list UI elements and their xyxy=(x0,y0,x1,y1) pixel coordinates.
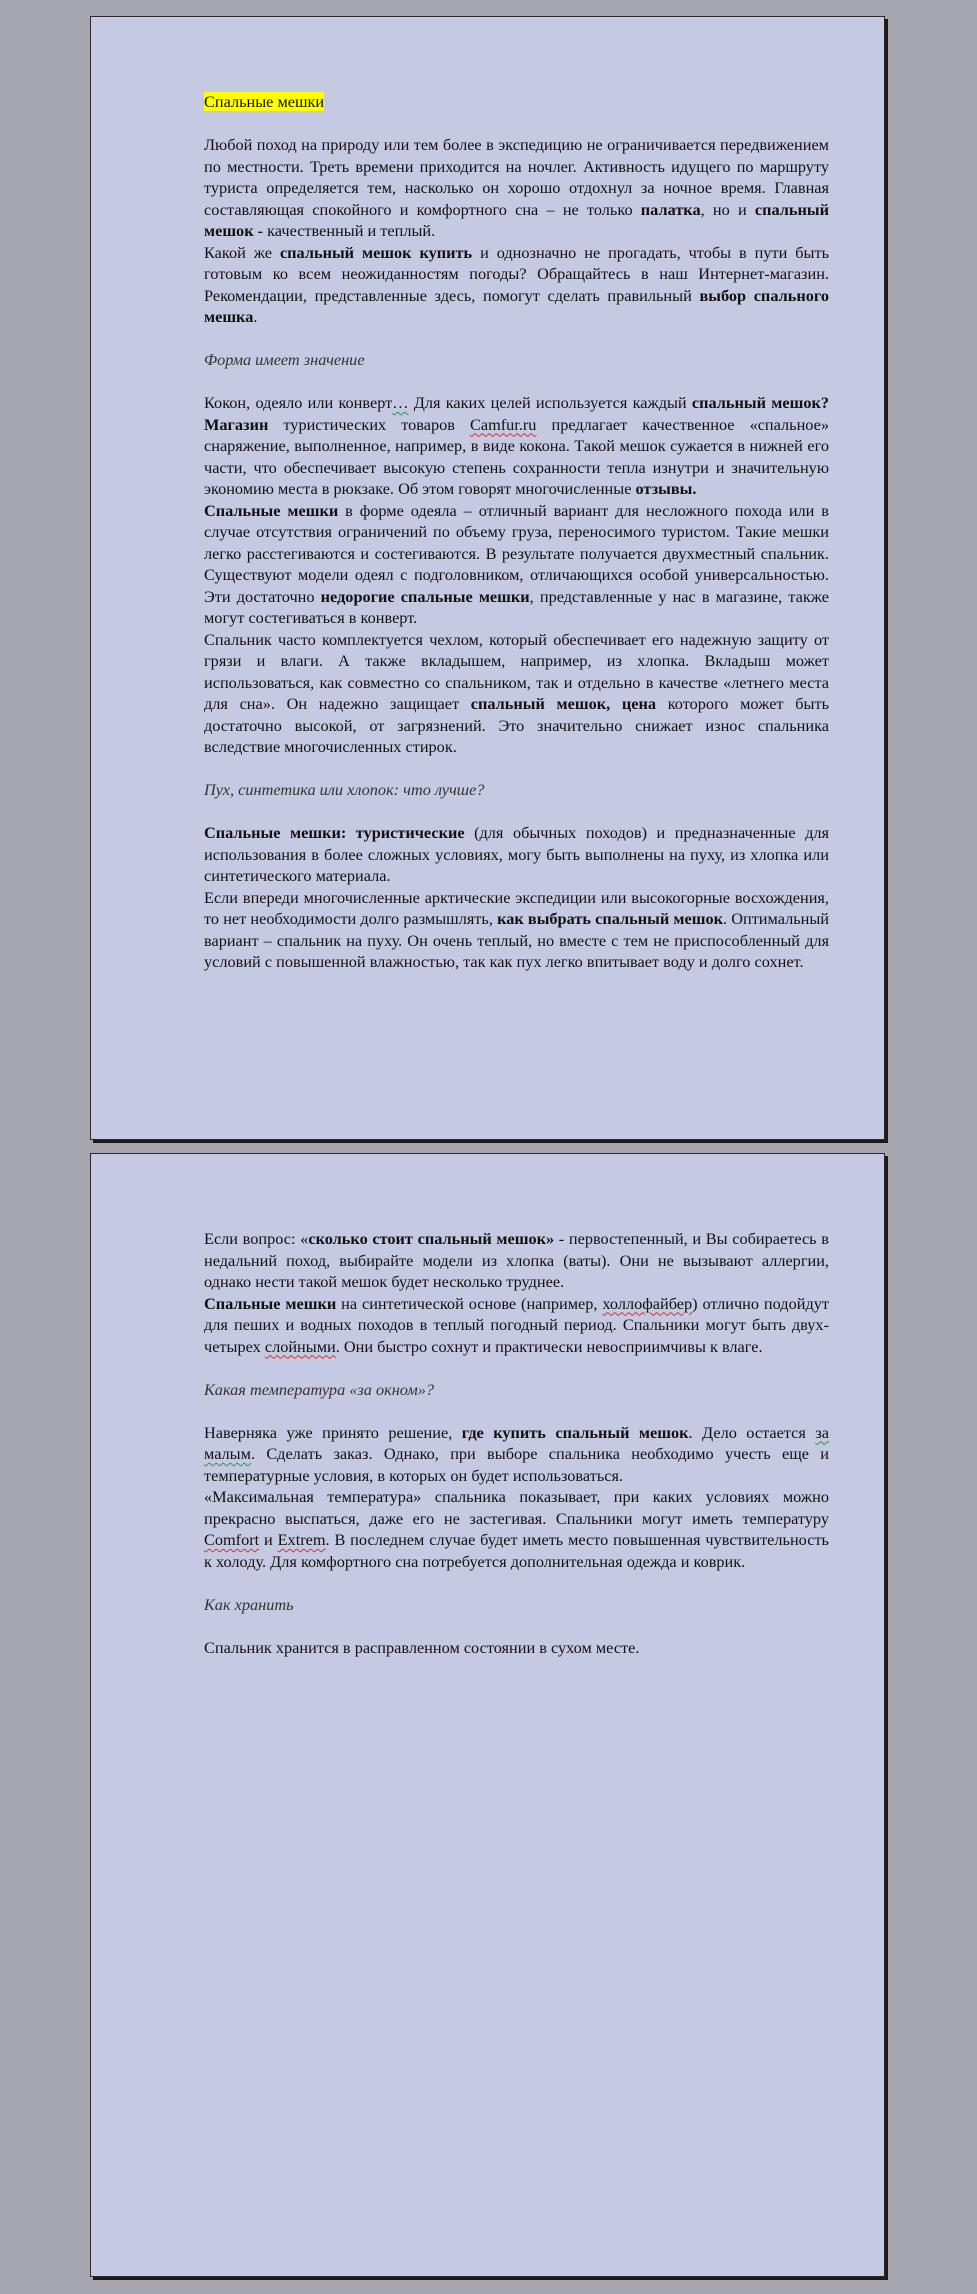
spellcheck-mark[interactable]: Comfort xyxy=(204,1530,260,1549)
paragraph: Спальные мешки: туристические (для обычных походов) и предназначенные для использования в более сложных условиях, могу быть выполнены на пуху, из хлопка или синтетического материала. xyxy=(204,823,829,885)
title-highlight: Спальные мешки xyxy=(204,92,325,111)
grammar-mark[interactable]: за малым xyxy=(204,1422,830,1463)
document-title xyxy=(204,91,829,113)
paragraph: Любой поход на природу или тем более в экспедицию не ограничивается передвижением по местности. Треть времени приходится на ночлег. Активность идущего по маршруту туриста определяется тем, насколько он хорошо отдохнул за ночное время. Главная составляющая спокойного и комфортного сна – не только палатка, но и спальный мешок - качественный и теплый. xyxy=(204,135,829,240)
paragraph: «Максимальная температура» спальника показывает, при каких условиях можно прекрасно выспаться, даже его не застегивая. Спальники могут иметь температуру Comfort и Extrem. В последнем случае будет иметь место повышенная чувствительность к холоду. Для комфортного сна потребуется дополнительная одежда и коврик. xyxy=(204,1487,829,1571)
page-1-text xyxy=(204,91,829,973)
page-2-text xyxy=(204,1228,829,1658)
spellcheck-mark[interactable]: Extrem xyxy=(277,1530,326,1549)
paragraph: Кокон, одеяло или конверт… Для каких целей используется каждый спальный мешок? Магазин туристических товаров Camfur.ru предлагает качественное «спальное» снаряжение, выполненное, например, в виде кокона. Такой мешок сужается в нижней его части, что обеспечивает высокую степень сохранности тепла изнутри и значительную экономию места в рюкзаке. Об этом говорят многочисленные отзывы. xyxy=(204,393,829,498)
section-heading: Какая температура «за окном»? xyxy=(204,1379,435,1399)
document-page-2 xyxy=(90,1153,885,2277)
spellcheck-mark[interactable]: холлофайбер xyxy=(602,1293,693,1313)
grammar-mark[interactable]: … xyxy=(392,393,409,412)
paragraph: Спальные мешки в форме одеяла – отличный вариант для несложного похода или в случае отсутствия ограничений по объему груза, переносимого туристом. Такие мешки легко расстегиваются и состегиваются. В результате получается двухместный спальник. Существуют модели одеял с подголовником, отличающихся особой универсальностью. Эти достаточно недорогие спальные мешки, представленные у нас в магазине, также могут состегиваться в конверт. xyxy=(204,500,829,627)
paragraph: Спальник хранится в расправленном состоянии в сухом месте. xyxy=(204,1637,640,1657)
document-page-1 xyxy=(90,16,885,1140)
paragraph: Какой же спальный мешок купить и однозначно не прогадать, чтобы в пути быть готовым ко всем неожиданностям погоды? Обращайтесь в наш Интернет-магазин. Рекомендации, представленные здесь, помогут сделать правильный выбор спального мешка. xyxy=(204,242,829,326)
paragraph: Спальные мешки на синтетической основе (например, холлофайбер) отлично подойдут для пеших и водных походов в теплый погодный период. Спальники могут быть двух-четырех слойными. Они быстро сохнут и практически невосприимчивы к влаге. xyxy=(204,1293,829,1356)
spellcheck-mark[interactable]: слойными xyxy=(264,1336,336,1356)
section-heading: Пух, синтетика или хлопок: что лучше? xyxy=(204,780,485,799)
section-heading: Как хранить xyxy=(204,1594,294,1614)
section-heading: Форма имеет значение xyxy=(204,350,365,369)
paragraph: Наверняка уже принято решение, где купить спальный мешок. Дело остается за малым. Сделать заказ. Однако, при выборе спальника необходимо учесть еще и температурные условия, в которых он будет использоваться. xyxy=(204,1422,830,1485)
spellcheck-mark[interactable]: Camfur.ru xyxy=(469,414,537,434)
paragraph: Если впереди многочисленные арктические экспедиции или высокогорные восхождения, то нет необходимости долго размышлять, как выбрать спальный мешок. Оптимальный вариант – спальник на пуху. Он очень теплый, но вместе с тем не приспособленный для условий с повышенной влажностью, так как пух легко впитывает воду и долго сохнет. xyxy=(204,887,829,971)
paragraph: Если вопрос: «сколько стоит спальный мешок» - первостепенный, и Вы собираетесь в недальний поход, выбирайте модели из хлопка (ваты). Они не вызывают аллергии, однако нести такой мешок будет несколько труднее. xyxy=(204,1229,829,1291)
paragraph: Спальник часто комплектуется чехлом, который обеспечивает его надежную защиту от грязи и влаги. А также вкладышем, например, из хлопка. Вкладыш может использоваться, как совместно со спальником, так и отдельно в качестве «летнего места для сна». Он надежно защищает спальный мешок, цена которого может быть достаточно высокой, от загрязнений. Это значительно снижает износ спальника вследствие многочисленных стирок. xyxy=(204,629,829,756)
